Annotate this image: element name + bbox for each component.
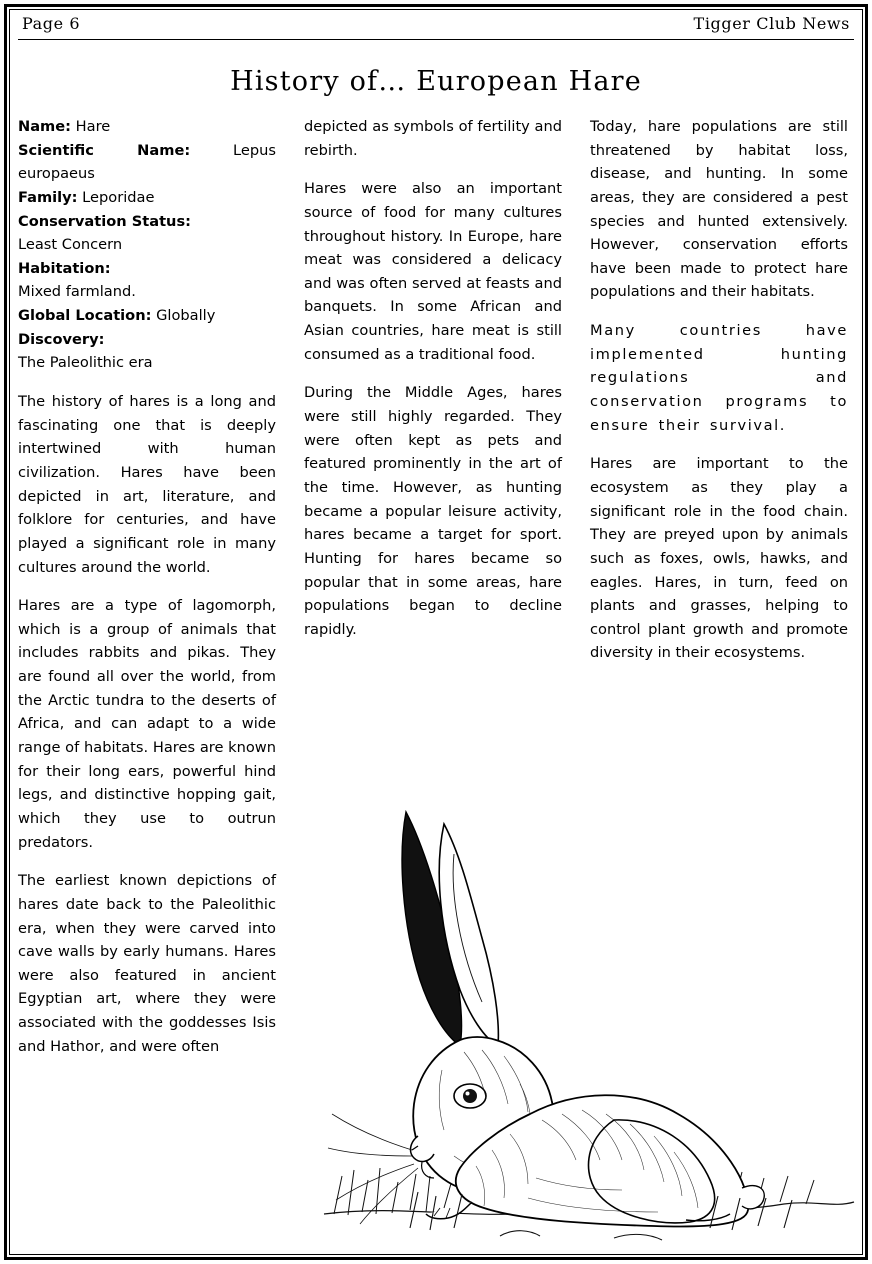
paragraph: The history of hares is a long and fascinating one that is deeply intertwined with human civilization. Hares have been depicted in art, literature, and folklore for centuries, and have played a significant role in many cultures around the world. <box>18 393 276 576</box>
page-content <box>18 14 854 1248</box>
fact-discovery <box>18 328 276 375</box>
column-one <box>18 115 276 1058</box>
publication-title: Tigger Club News <box>693 14 850 33</box>
fact-value: Lepus europaeus <box>18 141 277 183</box>
fact-name <box>18 115 276 139</box>
column-three <box>590 115 848 665</box>
fact-global-location <box>18 304 276 328</box>
fact-value: Mixed farmland. <box>18 283 136 301</box>
page-number: Page 6 <box>22 14 81 33</box>
paragraph: depicted as symbols of fertility and rebirth. <box>304 118 562 159</box>
fact-family <box>18 186 276 210</box>
fact-value: Hare <box>75 118 111 135</box>
hare-illustration <box>314 784 862 1254</box>
fact-value: Leporidae <box>82 188 155 206</box>
fact-label: Family: <box>18 188 78 206</box>
fact-value: Globally <box>156 307 216 325</box>
paragraph: Hares are important to the ecosystem as they play a significant role in the food chain. They are preyed upon by animals such as foxes, owls, hawks, and eagles. Hares, in turn, feed on plants and grasses, helping to control plant growth and promote diversity in their ecosystems. <box>590 455 848 662</box>
paragraph: Hares are a type of lagomorph, which is a group of animals that includes rabbits and pikas. They are found all over the world, from the Arctic tundra to the deserts of Africa, and can adapt to a wide range of habitats. Hares are known for their long ears, powerful hind legs, and distinctive hopping gait, which they use to outrun predators. <box>18 597 276 851</box>
page-header <box>18 14 854 40</box>
fact-value: Least Concern <box>18 236 123 254</box>
whiskers <box>328 1114 418 1224</box>
fact-list <box>18 115 276 375</box>
fact-label: Habitation: <box>18 259 111 277</box>
paragraph: Today, hare populations are still threatened by habitat loss, disease, and hunting. In some areas, they are considered a pest species and hunted extensively. However, conservation efforts have been made to protect hare populations and their habitats. <box>590 118 848 301</box>
paragraph: Many countries have implemented hunting regulations and conservation programs to ensure their survival. <box>590 322 848 434</box>
spacer <box>18 375 276 390</box>
paragraph: During the Middle Ages, hares were still highly regarded. They were often kept as pets and featured prominently in the art of the time. However, as hunting became a popular leisure activity, hares became a target for sport. Hunting for hares became so popular that in some areas, hare populations began to decline rapidly. <box>304 384 562 638</box>
fact-label: Scientific Name: <box>18 141 191 159</box>
fact-label: Discovery: <box>18 330 105 348</box>
paragraph: Hares were also an important source of food for many cultures throughout history. In Europe, hare meat was considered a delicacy and was often served at feasts and banquets. In some African and Asian countries, hare meat is still consumed as a traditional food. <box>304 180 562 363</box>
fact-conservation-status <box>18 210 276 257</box>
fact-scientific-name <box>18 139 276 186</box>
fact-value: The Paleolithic era <box>18 354 153 372</box>
illustration-area <box>314 784 862 1254</box>
paragraph: The earliest known depictions of hares date back to the Paleolithic era, when they were carved into cave walls by early humans. Hares were also featured in ancient Egyptian art, where they were associated with the goddesses Isis and Hathor, and were often <box>18 872 276 1055</box>
fact-habitation <box>18 257 276 304</box>
column-two <box>304 115 562 641</box>
fact-label: Conservation Status: <box>18 212 191 230</box>
fact-label: Global Location: <box>18 307 152 325</box>
fact-label: Name: <box>18 118 72 135</box>
article-title: History of… European Hare <box>230 66 642 97</box>
